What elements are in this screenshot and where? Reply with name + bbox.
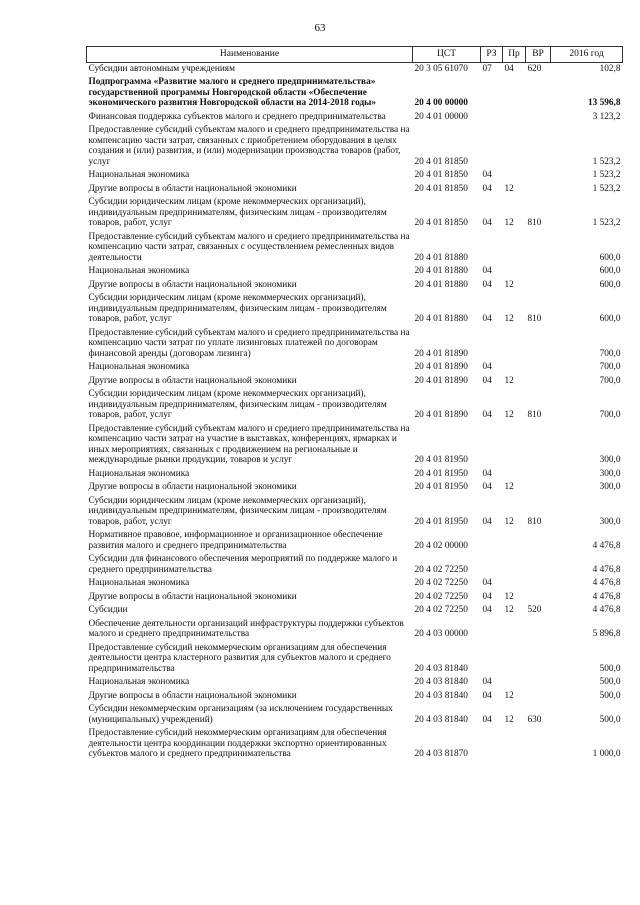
row-vr: 810 (527, 218, 542, 228)
row-rz (481, 231, 503, 266)
table-row (87, 361, 623, 375)
table-row (87, 676, 623, 690)
table-row (87, 591, 623, 605)
row-cst: 20 4 02 72250 (414, 605, 468, 615)
row-pr: 12 (504, 690, 514, 701)
row-pr: 12 (504, 314, 514, 324)
row-sum: 300,0 (599, 516, 621, 527)
row-name: Другие вопросы в области национальной экономики (88, 690, 297, 701)
row-name: Субсидии для финансового обеспечения мероприятий по поддержке малого и среднего предпринимательства (88, 554, 398, 575)
row-name: Нормативное правовое, информационное и организационное обеспечение развития малого и среднего предпринимательства (88, 530, 383, 551)
row-name: Другие вопросы в области национальной экономики (88, 279, 297, 290)
row-vr (526, 265, 551, 279)
row-sum: 5 896,8 (592, 629, 621, 639)
row-sum: 700,0 (599, 362, 621, 372)
row-name: Субсидии юридическим лицам (кроме некоммерческих организаций), индивидуальным предпринимателям, физическим лицам - производителям товаров, работ, услуг (88, 197, 387, 228)
row-pr: 12 (504, 714, 514, 725)
row-pr (503, 642, 526, 677)
row-sum: 1 523,2 (592, 156, 621, 167)
row-name: Национальная экономика (88, 677, 190, 687)
row-rz: 04 (482, 690, 492, 701)
row-name: Предоставление субсидий субъектам малого и среднего предпринимательства на компенсацию части затрат, связанных с осуществлением ремесленных видов деятельности (88, 231, 410, 263)
row-pr: 12 (504, 516, 514, 527)
row-vr (526, 577, 551, 591)
row-name: Субсидии некоммерческим организациям (за исключением государственных (муниципальных) учреждений) (88, 704, 393, 725)
row-pr (503, 124, 526, 169)
row-vr (526, 423, 551, 468)
row-rz: 04 (482, 314, 492, 324)
row-sum: 600,0 (599, 314, 621, 324)
row-sum: 300,0 (599, 455, 621, 465)
row-cst: 20 4 02 72250 (414, 591, 468, 602)
row-rz (481, 124, 503, 169)
row-vr (526, 481, 551, 495)
row-cst: 20 4 03 81840 (414, 690, 468, 701)
row-cst: 20 4 01 81880 (414, 266, 468, 276)
row-cst: 20 4 01 00000 (414, 111, 468, 122)
table-row (87, 231, 623, 266)
row-sum: 13 596,8 (587, 98, 621, 108)
row-cst: 20 4 01 81850 (414, 218, 468, 228)
table-row (87, 111, 623, 125)
table-row (87, 618, 623, 642)
row-pr: 12 (504, 183, 514, 194)
row-vr (526, 231, 551, 266)
table-row (87, 423, 623, 468)
row-sum: 4 476,8 (592, 564, 621, 575)
row-sum: 300,0 (599, 468, 621, 479)
row-sum: 500,0 (599, 677, 621, 687)
row-sum: 1 000,0 (592, 749, 621, 759)
row-vr (526, 591, 551, 605)
row-name: Другие вопросы в области национальной экономики (88, 591, 297, 602)
row-sum: 500,0 (599, 714, 621, 725)
table-row (87, 375, 623, 389)
row-rz (481, 553, 503, 577)
row-cst: 20 4 01 81880 (414, 314, 468, 324)
row-vr (526, 727, 551, 762)
row-vr (526, 618, 551, 642)
row-sum: 3 123,2 (592, 111, 621, 122)
table-row (87, 196, 623, 231)
table-row (87, 292, 623, 327)
row-rz (481, 618, 503, 642)
row-name: Национальная экономика (88, 468, 190, 479)
row-sum: 600,0 (599, 266, 621, 276)
row-cst: 20 4 02 00000 (414, 540, 468, 551)
header-pr: Пр (503, 47, 526, 63)
row-vr (526, 279, 551, 293)
row-rz: 04 (482, 410, 492, 420)
row-vr (526, 183, 551, 197)
budget-table (86, 46, 623, 762)
row-cst: 20 4 03 81840 (414, 714, 468, 725)
row-cst: 20 4 02 72250 (414, 578, 468, 588)
row-vr (526, 76, 551, 111)
row-rz (481, 727, 503, 762)
row-vr (526, 529, 551, 553)
row-rz: 04 (482, 183, 492, 194)
row-vr: 520 (527, 605, 542, 615)
page-number: 63 (314, 22, 326, 34)
row-rz: 04 (482, 218, 492, 228)
row-cst: 20 4 01 81880 (414, 252, 468, 263)
row-sum: 1 523,2 (592, 183, 621, 194)
table-row (87, 265, 623, 279)
table-row (87, 468, 623, 482)
row-name: Другие вопросы в области национальной экономики (88, 183, 297, 194)
row-name: Обеспечение деятельности организаций инфраструктуры поддержки субъектов малого и среднего предпринимательства (88, 618, 404, 639)
row-rz: 04 (482, 170, 492, 180)
row-vr (526, 169, 551, 183)
row-pr (503, 468, 526, 482)
row-name: Другие вопросы в области национальной экономики (88, 375, 297, 386)
row-name: Субсидии юридическим лицам (кроме некоммерческих организаций), индивидуальным предпринимателям, физическим лицам - производителям товаров, работ, услуг (88, 293, 387, 324)
row-name: Другие вопросы в области национальной экономики (88, 482, 297, 492)
row-rz: 04 (482, 362, 492, 372)
row-name: Национальная экономика (88, 266, 190, 276)
row-pr: 12 (504, 591, 514, 602)
row-vr (526, 690, 551, 704)
row-name: Предоставление субсидий субъектам малого и среднего предпринимательства на компенсацию части затрат, связанных с приобретением оборудования в целях создания и (или) развития, и (или) модернизации производства товаров (работ, услуг (88, 125, 410, 167)
row-name: Субсидии юридическим лицам (кроме некоммерческих организаций), индивидуальным предпринимателям, физическим лицам - производителям товаров, работ, услуг (88, 389, 387, 420)
row-pr (503, 676, 526, 690)
row-pr (503, 618, 526, 642)
row-cst: 20 4 01 81950 (414, 468, 468, 479)
row-sum: 4 476,8 (592, 605, 621, 615)
table-row (87, 62, 623, 76)
row-pr (503, 231, 526, 266)
row-cst: 20 4 03 00000 (414, 629, 468, 639)
row-rz (481, 327, 503, 362)
table-row (87, 553, 623, 577)
row-vr: 810 (527, 516, 542, 527)
row-pr: 12 (504, 218, 514, 228)
row-rz: 04 (482, 591, 492, 602)
row-name: Подпрограмма «Развитие малого и среднего предпринимательства» государственной программы Новгородской области «Обеспечение экономического развития Новгородской области на 2014-2018 годы» (88, 77, 377, 108)
row-sum: 700,0 (599, 348, 621, 359)
row-pr: 12 (504, 375, 514, 386)
row-cst: 20 4 03 81840 (414, 677, 468, 687)
row-cst: 20 4 01 81880 (414, 279, 468, 290)
row-name: Субсидии автономным учреждениям (88, 63, 235, 74)
row-sum: 4 476,8 (592, 578, 621, 588)
table-row (87, 169, 623, 183)
row-pr (503, 577, 526, 591)
row-sum: 102,8 (599, 63, 621, 74)
row-vr: 630 (527, 714, 542, 725)
row-sum: 700,0 (599, 410, 621, 420)
row-cst: 20 4 01 81950 (414, 516, 468, 527)
row-vr (526, 375, 551, 389)
header-vr: ВР (526, 47, 551, 63)
row-pr (503, 727, 526, 762)
row-sum: 1 523,2 (592, 170, 621, 180)
row-vr: 620 (527, 63, 542, 74)
row-cst: 20 4 03 81840 (414, 663, 468, 674)
table-row (87, 388, 623, 423)
row-name: Национальная экономика (88, 578, 190, 588)
row-rz: 04 (482, 714, 492, 725)
table-row (87, 703, 623, 727)
row-cst: 20 4 01 81890 (414, 348, 468, 359)
row-name: Национальная экономика (88, 362, 190, 372)
row-pr: 12 (504, 482, 514, 492)
row-cst: 20 4 01 81890 (414, 410, 468, 420)
row-cst: 20 4 01 81890 (414, 362, 468, 372)
row-rz (481, 111, 503, 125)
table-row (87, 183, 623, 197)
row-rz (481, 529, 503, 553)
row-sum: 600,0 (599, 252, 621, 263)
row-rz: 04 (482, 375, 492, 386)
row-pr (503, 423, 526, 468)
row-name: Предоставление субсидий субъектам малого и среднего предпринимательства на компенсацию части затрат по уплате лизинговых платежей по договорам финансовой аренды (договорам лизинга) (88, 327, 410, 359)
row-name: Предоставление субсидий субъектам малого и среднего предпринимательства на компенсацию части затрат на участие в выставках, конференциях, ярмарках и иных мероприятиях, связанных с продвижением на региональные и международные рынки продукции, товаров и услуг (88, 423, 410, 465)
row-rz: 04 (482, 605, 492, 615)
row-vr: 810 (527, 410, 542, 420)
table-row (87, 604, 623, 618)
row-pr (503, 529, 526, 553)
row-sum: 600,0 (599, 279, 621, 290)
row-pr (503, 553, 526, 577)
header-cst: ЦСТ (413, 47, 481, 63)
row-vr (526, 468, 551, 482)
row-vr (526, 642, 551, 677)
row-rz: 04 (482, 482, 492, 492)
row-rz (481, 76, 503, 111)
header-rz: РЗ (481, 47, 503, 63)
table-row (87, 577, 623, 591)
row-vr (526, 124, 551, 169)
table-row (87, 327, 623, 362)
row-vr (526, 676, 551, 690)
row-rz: 04 (482, 279, 492, 290)
row-vr: 810 (527, 314, 542, 324)
row-vr (526, 327, 551, 362)
row-cst: 20 4 00 00000 (414, 98, 468, 108)
row-pr (503, 361, 526, 375)
row-cst: 20 4 01 81950 (414, 455, 468, 465)
row-name: Финансовая поддержка субъектов малого и среднего предпринимательства (88, 111, 386, 122)
row-rz: 04 (482, 516, 492, 527)
row-name: Национальная экономика (88, 170, 190, 180)
row-vr (526, 553, 551, 577)
row-pr: 12 (504, 605, 514, 615)
row-pr (503, 169, 526, 183)
row-cst: 20 4 01 81850 (414, 183, 468, 194)
row-rz: 04 (482, 677, 492, 687)
row-cst: 20 4 02 72250 (414, 564, 468, 575)
row-sum: 700,0 (599, 375, 621, 386)
row-cst: 20 4 01 81890 (414, 375, 468, 386)
row-sum: 300,0 (599, 482, 621, 492)
row-rz: 04 (482, 266, 492, 276)
table-body (87, 62, 623, 762)
row-name: Предоставление субсидий некоммерческим организациям для обеспечения деятельности центра кластерного развития для субъектов малого и среднего предпринимательства (88, 642, 391, 674)
table-row (87, 279, 623, 293)
table-row (87, 727, 623, 762)
row-name: Субсидии (88, 605, 128, 615)
row-pr (503, 111, 526, 125)
row-cst: 20 4 01 81950 (414, 482, 468, 492)
row-cst: 20 4 03 81870 (414, 749, 468, 759)
header-name: Наименование (87, 47, 413, 63)
row-sum: 500,0 (599, 690, 621, 701)
row-cst: 20 3 05 61070 (414, 63, 468, 74)
row-name: Предоставление субсидий некоммерческим организациям для обеспечения деятельности центра координации поддержки экспортно ориентированных субъектов малого и среднего предпринимательства (88, 728, 387, 759)
table-row (87, 690, 623, 704)
row-pr: 12 (504, 410, 514, 420)
row-pr (503, 265, 526, 279)
row-cst: 20 4 01 81850 (414, 170, 468, 180)
row-rz (481, 423, 503, 468)
row-pr: 12 (504, 279, 514, 290)
row-vr (526, 361, 551, 375)
row-sum: 4 476,8 (592, 591, 621, 602)
row-sum: 4 476,8 (592, 540, 621, 551)
row-rz: 07 (482, 63, 492, 74)
row-sum: 1 523,2 (592, 218, 621, 228)
row-rz: 04 (482, 468, 492, 479)
table-row (87, 529, 623, 553)
table-header-row (87, 47, 623, 63)
row-name: Субсидии юридическим лицам (кроме некоммерческих организаций), индивидуальным предпринимателям, физическим лицам - производителям товаров, работ, услуг (88, 495, 387, 527)
row-sum: 500,0 (599, 663, 621, 674)
row-pr (503, 76, 526, 111)
row-pr: 04 (504, 63, 514, 74)
table-row (87, 124, 623, 169)
table-row (87, 495, 623, 530)
header-year: 2016 год (551, 47, 623, 63)
row-rz: 04 (482, 578, 492, 588)
table-row (87, 481, 623, 495)
table-row (87, 76, 623, 111)
row-pr (503, 327, 526, 362)
row-vr (526, 111, 551, 125)
row-cst: 20 4 01 81850 (414, 156, 468, 167)
row-rz (481, 642, 503, 677)
table-row (87, 642, 623, 677)
